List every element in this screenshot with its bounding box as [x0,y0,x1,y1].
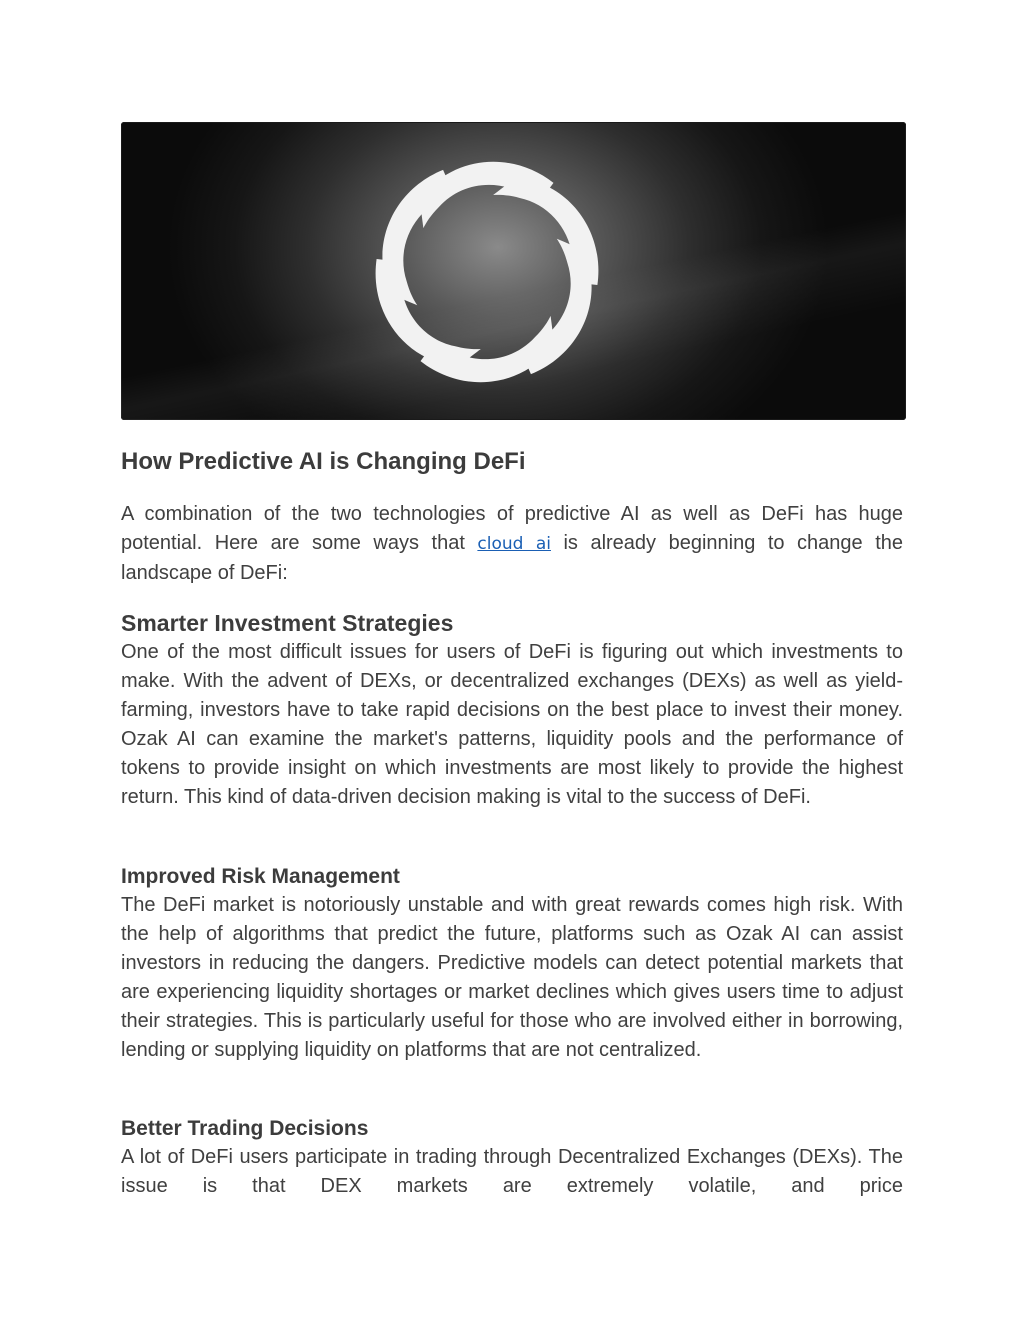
swirl-logo-icon [121,122,906,420]
section-smarter-investment [121,608,903,812]
article-title: How Predictive AI is Changing DeFi [121,448,526,475]
section-body: A lot of DeFi users participate in trading through Decentralized Exchanges (DEXs). The issue is that DEX markets are extremely volatile, and price [121,1146,903,1197]
logo-blade [355,255,498,372]
article-title-block [121,447,903,477]
intro-paragraph [121,500,903,588]
intro-block [121,500,903,588]
section-risk-management [121,862,903,1065]
logo-blade [406,123,556,273]
section-heading: Better Trading Decisions [121,1117,369,1140]
cloud-ai-link[interactable]: cloud ai [477,534,551,554]
section-heading: Improved Risk Management [121,865,400,888]
section-trading-decisions [121,1114,903,1201]
intro-text-before: A combination of the two technologies of predictive AI as well as DeFi has huge potential. Here are some ways that [121,503,903,554]
section-heading: Smarter Investment Strategies [121,610,454,636]
hero-image [121,122,906,420]
section-body: The DeFi market is notoriously unstable and with great rewards comes high risk. With the help of algorithms that predict the future, platforms such as Ozak AI can assist investors in reducing the dangers. Predictive models can detect potential markets that are experiencing liquidity shortages or market declines which gives users time to adjust their strategies. This is particularly useful for those who are involved either in borrowing, lending or supplying liquidity on platforms that are not centralized. [121,894,903,1061]
intro-text-after: is already beginning to change the landscape of DeFi: [121,532,903,584]
section-body: One of the most difficult issues for users of DeFi is figuring out which investments to make. With the advent of DEXs, or decentralized exchanges (DEXs) as well as yield-farming, investors have to take rapid decisions on the best place to invest their money. Ozak AI can examine the market's patterns, liquidity pools and the performance of tokens to provide insight on which investments are most likely to provide the highest return. This kind of data-driven decision making is vital to the success of DeFi. [121,641,903,808]
